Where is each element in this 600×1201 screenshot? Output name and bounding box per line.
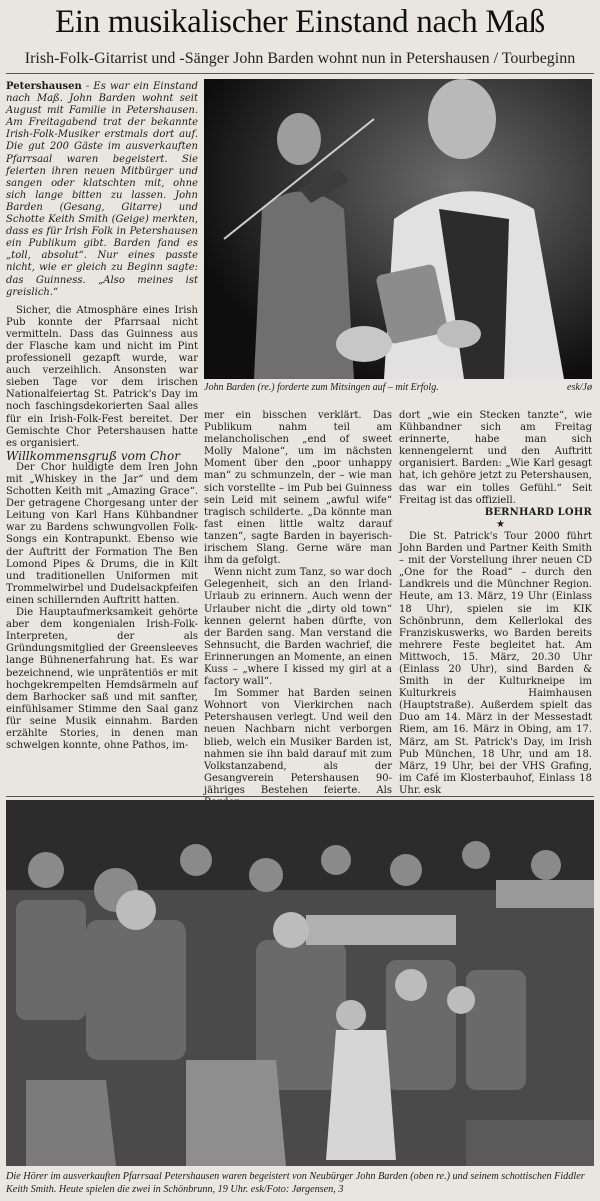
divider [6,796,594,797]
headline: Ein musikalischer Einstand nach Maß [55,4,545,40]
subheadline: Irish-Folk-Gitarrist und -Sänger John Barden wohnt nun in Petershausen / Tourbeginn [24,50,576,67]
paragraph: Im Sommer hat Barden seinen Wohnort von Vierkirchen nach Petershausen verlegt. Und weil den neuen Nachbarn nicht verborgen blieb, welch ein Musiker Barden ist, nahmen sie ihn bald darauf mit zum Volkstanzabend, als der Gesangverein Petershausen 90-jähriges Bestehen feierte. Als [204,688,392,796]
lead-paragraph [6,81,198,299]
paragraph: Der Chor huldigte dem Iren John mit „Whiskey in the Jar“ und dem Schotten Keith mit „Amazing Grace“. Der getragene Chorgesang unter der Leitung von Karl Hans Kühbandner war zu Bardens schwungvollen Folk-Songs ein Kontrapunkt. Ebenso wie der Auftritt der Formation The Ben Lomond Pipes & Drums, die in Kilt und traditionellen Uniformen mit Trommelwirbel und Dudelsackpfeifen einen schillernden Auftritt hatten. [6,461,198,606]
article-column-2 [204,410,392,809]
section-subtitle: Willkommensgruß vom Chor [6,448,180,463]
paragraph: Wenn nicht zum Tanz, so war doch Gelegenheit, sich an den Irland-Urlaub zu erinnern. Auch wenn der Urlauber nicht die „dirty old town“ kennen gelernt haben dürfte, von der Barden sang. Man verstand die Sehnsucht, die Barden wachrief, die Erinnerungen an Momente, an einen Kuss – „where I kissed my girl at a factory wall“. [204,567,392,688]
paragraph: mer ein bisschen verklärt. Das Publikum nahm teil am melancholischen „end of sweet Molly Malone“, um im nächsten Moment über den „poor unhappy man“ zu schmunzeln, der – wie man sich vorstellte – im Pub bei Guinness sein Leid mit seinem „awful wife“ tragisch schilderte. „Da könnte man fast einen little waltz darauf tanzen“, sagte Barden in bayerisch-irischem Slang. Gerne wäre man ihm da gefolgt. [204,410,392,567]
photo-credit: esk/Jø [567,382,592,393]
article-column-3 [399,410,592,797]
photo-musicians [204,79,592,379]
audience-caption: Die Hörer im ausverkauften Pfarrsaal Petershausen waren begeistert von Neubürger John Barden (oben re.) und seinem schottischen Fiddler Keith Smith. Heute spielen die zwei in Schönbrunn, 19 Uhr. esk/Foto: Jørgensen, 3 [6,1171,585,1195]
photo-audience [6,800,594,1166]
lead-text: - Es war ein Einstand nach Maß. John Barden wohnt seit August mit Familie in Petershausen. Am Freitagabend trat der bekannte Irish-Folk-Musiker erstmals dort auf. Die gut 200 Gäste im ausverkauften Pfarrsaal waren begeistert. Sie feierten ihren neuen Mitbürger und sangen oder klatschten mit, ohne sich lange bitten zu lassen. John Barden (Gesang, Gitarre) und Schotte Keith Smith (Geige) merkten, dass es für Irish Folk in Petershausen ein Publikum gibt. Barden fand es „toll, absolut“. Nur eines passte nicht, wie er gleich zu Beginn sagte: das Guinness. „Also meines ist greislich.“ [6,81,198,298]
divider [6,73,594,74]
dateline: Petershausen [6,81,82,92]
paragraph: Sicher, die Atmosphäre eines Irish Pub konnte der Pfarrsaal nicht vermitteln. Dass das Guinness aus der Flasche kam und nicht im Pint professionell gezapft wurde, war auch verzeihlich. Ansonsten war sieben Tage vor dem irischen Nationalfeiertag St. Patrick's Day im noch faschingsdekorierten Saal alles für ein Irish-Folk-Fest bereitet. Der Gemischte Chor Petershausen hatte es organisiert. [6,304,198,449]
article-column-1 [6,81,198,752]
photo-caption [204,382,592,393]
separator-star: ★ [496,518,505,530]
tour-paragraph: Die St. Patrick's Tour 2000 führt John Barden und Partner Keith Smith – mit der Vorstellung ihrer neuen CD „One for the Road“ – durch den Landkreis und die Münchner Region. Heute, am 13. März, 19 Uhr (Einlass 18 Uhr), spielen sie im KIK Schönbrunn, dem Kellerlokal des Franziskuswerks, wo Barden bereits mehrere Feste begleitet hat. Am Mittwoch, 15. März, 20.30 Uhr (Einlass 20 Uhr), sind Barden & Smith in der Kulturkneipe im Kulturkreis Haimhausen (Hauptstraße). Außerdem spielt das Duo am 14. März in der Messestadt Riem, am 16. März in Obing, am 17. März, am St. Patrick's Day, im Irish Pub München, 18 Uhr, und am 18. März, 19 Uhr, bei der VHS Grafing, im Café im Klosterbauhof, Einlass 18 Uhr. esk [399,530,592,796]
caption-text: John Barden (re.) forderte zum Mitsingen auf – mit Erfolg. [204,382,439,393]
author-byline: BERNHARD LOHR [484,506,592,518]
paragraph: dort „wie ein Stecken tanzte“, wie Kühbandner sich am Freitag erinnerte, habe man sich kennengelernt und den Auftritt organisiert. Barden: „Wie Karl gesagt hat, ich gehöre jetzt zu Petershausen, das war ein tolles Gefühl.“ Seit Freitag ist das offiziell. [399,410,592,506]
paragraph: Die Hauptaufmerksamkeit gehörte aber dem kongenialen Irish-Folk-Interpreten, der als Gründungsmitglied der Greensleeves lange Bühnenerfahrung hat. Es war bezeichnend, wie unprätentiös er mit hochgekrempelten Hemdsärmeln auf dem Barhocker saß und mit sanfter, einfühlsamer Stimme den Saal ganz für seine Musik einnahm. Barden erzählte Stories, in denen man schwelgen konnte, ohne Pathos, im- [6,607,198,752]
